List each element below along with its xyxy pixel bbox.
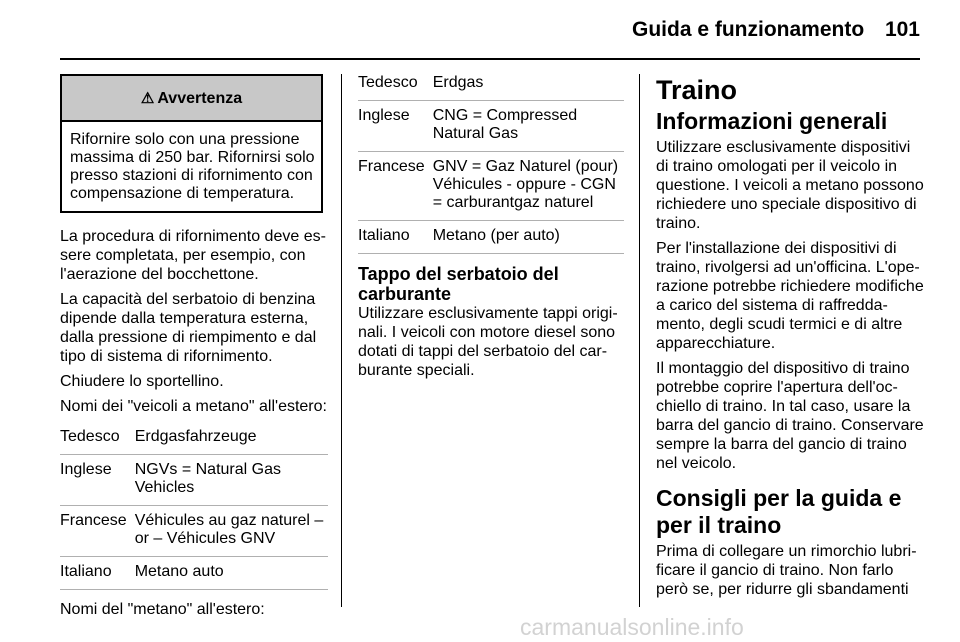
paragraph: La capacità del serbatoio di benzina dipende dalla temperatura esterna, dalla pressione di riempimento e dal tipo di sistema di rifornimento. <box>60 291 317 365</box>
column-divider-2 <box>639 74 640 607</box>
methane-names-table <box>358 74 624 254</box>
table-cell-name: NGVs = Natural Gas Vehicles <box>135 455 328 506</box>
table-row <box>358 74 624 101</box>
column-2 <box>358 74 624 386</box>
table-cell-name: Metano auto <box>135 557 328 590</box>
paragraph: Chiudere lo sportellino. <box>60 373 224 390</box>
table-row <box>60 557 328 590</box>
table-cell-language: Inglese <box>60 455 135 506</box>
fuel-cap-heading: Tappo del serbatoio del carburante <box>358 264 559 304</box>
table-cell-name: CNG = Compressed Natural Gas <box>433 101 624 152</box>
general-info-heading: Informazioni generali <box>656 108 888 134</box>
page-number: 101 <box>884 18 920 41</box>
table-row <box>60 455 328 506</box>
table-row <box>60 428 328 455</box>
table-cell-language: Francese <box>358 152 433 221</box>
table-cell-language: Italiano <box>358 221 433 254</box>
column-1 <box>60 74 328 625</box>
table-cell-name: GNV = Gaz Naturel (pour) Véhicules - oppure - CGN = carburantgaz naturel <box>433 152 624 221</box>
table-cell-language: Italiano <box>60 557 135 590</box>
towing-title: Traino <box>656 75 738 105</box>
table-cell-name: Erdgasfahrzeuge <box>135 428 328 455</box>
paragraph: Utilizzare esclusivamente tappi originali. I veicoli con motore diesel sono dotati di tappi del serbatoio del carburante speciali. <box>358 305 618 379</box>
table-cell-name: Metano (per auto) <box>433 221 624 254</box>
table-row <box>358 221 624 254</box>
header-rule <box>60 58 920 60</box>
table-row <box>358 101 624 152</box>
table-cell-name: Erdgas <box>433 74 624 101</box>
table-cell-language: Inglese <box>358 101 433 152</box>
paragraph: Utilizzare esclusivamente dispositivi di traino omologati per il veicolo in questione. I veicoli a metano possono richiedere uno speciale dispositivo di traino. <box>656 139 924 232</box>
paragraph: Nomi del "metano" all'estero: <box>60 601 265 618</box>
warning-text: Rifornire solo con una pressione massima di 250 bar. Rifornirsi solo presso stazioni di rifornimento con compensazione di temperatura. <box>62 120 321 211</box>
table-cell-name: Véhicules au gaz naturel – or – Véhicules GNV <box>135 506 328 557</box>
warning-header <box>62 76 321 120</box>
warning-triangle-icon: ⚠ <box>140 89 155 107</box>
warning-title: Avvertenza <box>157 89 243 107</box>
column-divider-1 <box>341 74 342 607</box>
column-3 <box>656 74 924 605</box>
driving-tips-heading: Consigli per la guida e per il traino <box>656 485 902 538</box>
paragraph: Nomi dei "veicoli a metano" all'estero: <box>60 398 327 415</box>
table-cell-language: Tedesco <box>358 74 433 101</box>
section-header-title: Guida e funzionamento <box>632 18 865 41</box>
paragraph: Per l'installazione dei dispositivi di traino, rivolgersi ad un'officina. L'operazione potrebbe richiedere modifiche a carico del sistema di raffreddamento, degli scudi termici e di altre apparecchiature. <box>656 240 924 352</box>
paragraph: La procedura di rifornimento deve essere completata, per esempio, con l'aerazione del bocchettone. <box>60 228 326 283</box>
table-row <box>358 152 624 221</box>
watermark: carmanualsonline.info <box>520 614 744 640</box>
table-row <box>60 506 328 557</box>
warning-box <box>60 74 323 213</box>
table-cell-language: Francese <box>60 506 135 557</box>
vehicle-names-table <box>60 428 328 590</box>
table-cell-language: Tedesco <box>60 428 135 455</box>
paragraph: Prima di collegare un rimorchio lubrificare il gancio di traino. Non farlo però se, per ridurre gli sbandamenti <box>656 543 917 598</box>
paragraph: Il montaggio del dispositivo di traino potrebbe coprire l'apertura dell'occhiello di traino. In tal caso, usare la barra del gancio di traino. Conservare sempre la barra del gancio di traino nel veicolo. <box>656 360 924 472</box>
